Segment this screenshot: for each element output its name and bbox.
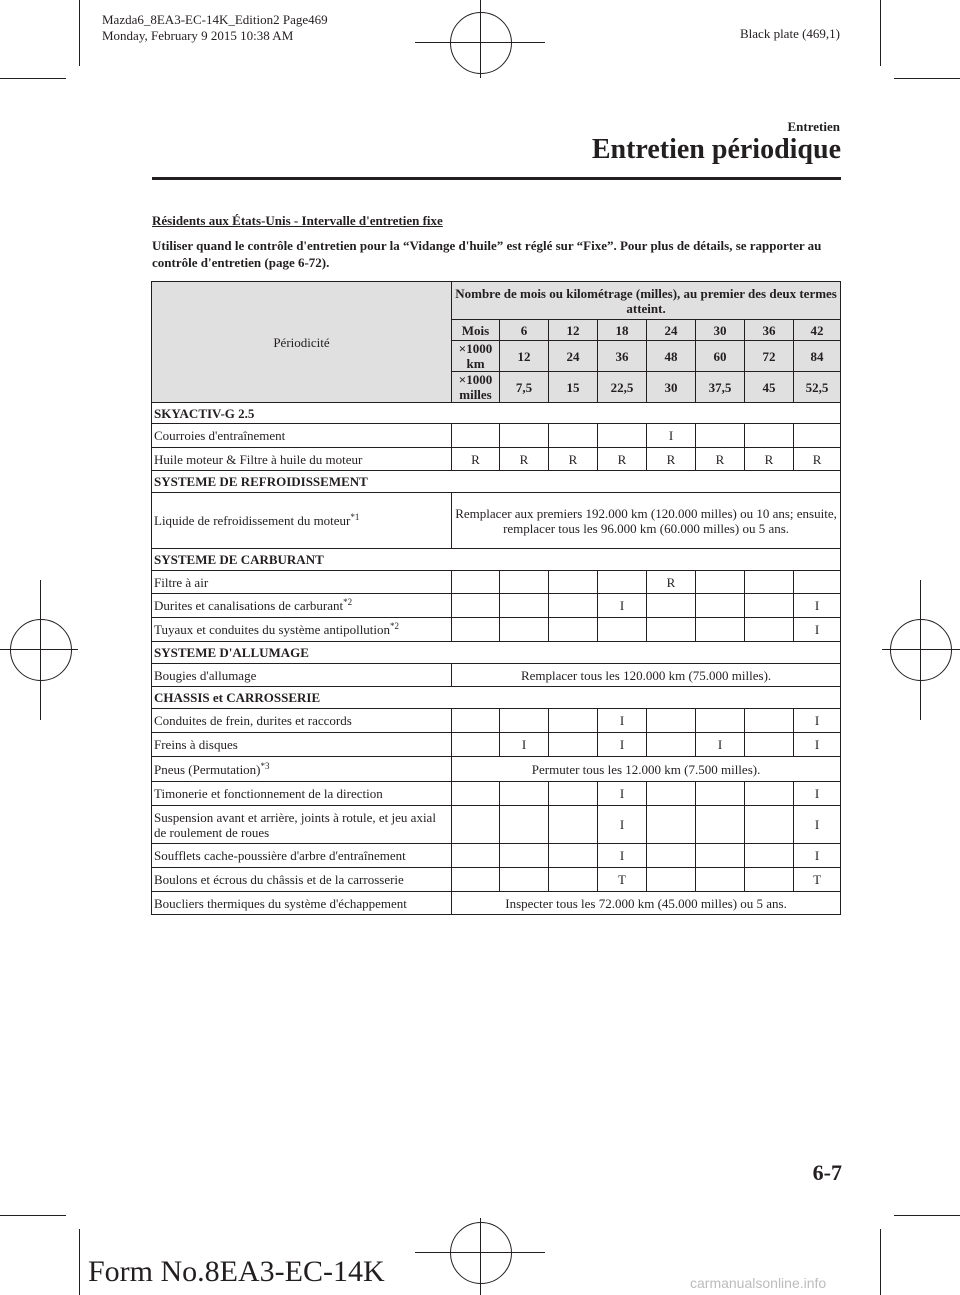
table-row [152, 594, 841, 618]
section-row [152, 687, 841, 709]
interval-cell [647, 806, 696, 844]
hdr-value: 30 [647, 372, 696, 403]
hdr-value: 72 [745, 341, 794, 372]
hdr-value: 84 [794, 341, 841, 372]
interval-cell [647, 868, 696, 892]
interval-cell [452, 571, 500, 594]
periodicite-cell: Périodicité [152, 282, 452, 403]
interval-cell [549, 868, 598, 892]
interval-cell: I [647, 424, 696, 448]
item-name [152, 493, 452, 549]
section-row [152, 642, 841, 664]
interval-cell [598, 571, 647, 594]
interval-cell [598, 618, 647, 642]
section-row [152, 549, 841, 571]
interval-cell: R [500, 448, 549, 471]
item-name: Boucliers thermiques du système d'échappement [152, 892, 452, 915]
table-row [152, 493, 841, 549]
interval-cell [647, 709, 696, 733]
footnote-ref: *3 [260, 760, 270, 771]
interval-cell [598, 424, 647, 448]
interval-cell [549, 806, 598, 844]
engine-row [152, 403, 841, 424]
hdr-value: 37,5 [696, 372, 745, 403]
interval-cell: I [598, 782, 647, 806]
interval-cell: I [598, 733, 647, 757]
interval-cell: R [794, 448, 841, 471]
registration-mark [0, 649, 78, 650]
hdr-value: 15 [549, 372, 598, 403]
interval-cell: I [598, 594, 647, 618]
interval-cell [452, 844, 500, 868]
section-row [152, 471, 841, 493]
hdr-value: 12 [500, 341, 549, 372]
section-label: Entretien [787, 119, 840, 134]
interval-cell [500, 709, 549, 733]
interval-heading: Nombre de mois ou kilométrage (milles), au premier des deux termes atteint. [452, 282, 841, 320]
interval-cell [500, 782, 549, 806]
interval-cell: I [794, 806, 841, 844]
table-row [152, 448, 841, 471]
intro-paragraph: Utiliser quand le contrôle d'entretien pour la “Vidange d'huile” est réglé sur “Fixe”. Pour plus de détails, se rapporter au contrôle d'entretien (page 6-72). [152, 238, 822, 270]
footnote-ref: *1 [350, 512, 360, 522]
file-line: Mazda6_8EA3-EC-14K_Edition2 Page469 [102, 12, 328, 27]
hdr-value: 42 [794, 320, 841, 341]
crop-mark [79, 1229, 80, 1295]
crop-mark [880, 0, 881, 66]
title-rule [152, 177, 841, 180]
interval-cell [647, 844, 696, 868]
interval-cell: R [745, 448, 794, 471]
interval-cell [696, 868, 745, 892]
item-name [152, 594, 452, 618]
interval-cell [745, 782, 794, 806]
item-name: Boulons et écrous du châssis et de la carrosserie [152, 868, 452, 892]
interval-cell: I [598, 709, 647, 733]
interval-cell [549, 844, 598, 868]
table-heading: Résidents aux États-Unis - Intervalle d'entretien fixe [152, 213, 443, 228]
hdr-value: 7,5 [500, 372, 549, 403]
interval-cell [549, 594, 598, 618]
interval-cell: I [500, 733, 549, 757]
item-name: Freins à disques [152, 733, 452, 757]
item-name: Bougies d'allumage [152, 664, 452, 687]
interval-cell [452, 709, 500, 733]
interval-cell [745, 868, 794, 892]
item-name: Courroies d'entraînement [152, 424, 452, 448]
registration-mark [920, 580, 921, 720]
footnote-ref: *2 [343, 597, 353, 607]
interval-cell [452, 806, 500, 844]
interval-cell [549, 733, 598, 757]
table-row [152, 806, 841, 844]
interval-cell: R [549, 448, 598, 471]
interval-cell: I [696, 733, 745, 757]
interval-cell [696, 782, 745, 806]
interval-cell: T [598, 868, 647, 892]
hdr-value: 12 [549, 320, 598, 341]
table-row [152, 892, 841, 915]
registration-mark [450, 1222, 512, 1284]
hdr-value: 6 [500, 320, 549, 341]
interval-cell [452, 424, 500, 448]
interval-cell [745, 733, 794, 757]
plate-label: Black plate (469,1) [740, 26, 840, 41]
interval-cell: I [598, 806, 647, 844]
item-name: Timonerie et fonctionnement de la direction [152, 782, 452, 806]
interval-cell [794, 424, 841, 448]
interval-cell: I [598, 844, 647, 868]
interval-cell [696, 571, 745, 594]
interval-cell: R [598, 448, 647, 471]
page-number: 6-7 [812, 1160, 842, 1185]
interval-cell [549, 782, 598, 806]
interval-cell [452, 618, 500, 642]
section-label: CHASSIS et CARROSSERIE [152, 687, 841, 709]
hdr-value: 36 [598, 341, 647, 372]
maintenance-table [151, 281, 841, 915]
interval-cell [647, 594, 696, 618]
hdr-value: 48 [647, 341, 696, 372]
interval-cell: I [794, 618, 841, 642]
hdr-value: 45 [745, 372, 794, 403]
interval-cell [452, 868, 500, 892]
registration-mark [890, 619, 952, 681]
interval-cell: I [794, 782, 841, 806]
interval-cell: R [452, 448, 500, 471]
interval-cell: I [794, 709, 841, 733]
interval-cell [745, 571, 794, 594]
table-row [152, 571, 841, 594]
hdr-label: ×1000 km [452, 341, 500, 372]
section-label: SYSTEME DE REFROIDISSEMENT [152, 471, 841, 493]
interval-text: Remplacer aux premiers 192.000 km (120.000 milles) ou 10 ans; ensuite, remplacer tous les 96.000 km (60.000 milles) ou 5 ans. [452, 493, 841, 549]
interval-cell [452, 733, 500, 757]
interval-cell [549, 571, 598, 594]
interval-cell [500, 424, 549, 448]
print-job-header [102, 12, 328, 44]
table-row [152, 733, 841, 757]
crop-mark [0, 1215, 66, 1216]
item-name [152, 757, 452, 782]
date-line: Monday, February 9 2015 10:38 AM [102, 28, 294, 43]
interval-cell [745, 844, 794, 868]
footnote-ref: *2 [390, 621, 400, 631]
interval-cell [549, 424, 598, 448]
crop-mark [894, 1215, 960, 1216]
hdr-value: 18 [598, 320, 647, 341]
hdr-value: 24 [549, 341, 598, 372]
interval-cell [696, 844, 745, 868]
item-name: Soufflets cache-poussière d'arbre d'entraînement [152, 844, 452, 868]
item-name: Filtre à air [152, 571, 452, 594]
interval-cell [745, 618, 794, 642]
interval-cell [745, 594, 794, 618]
interval-cell [696, 594, 745, 618]
interval-cell: I [794, 733, 841, 757]
interval-cell [696, 618, 745, 642]
interval-text: Permuter tous les 12.000 km (7.500 milles). [452, 757, 841, 782]
table-row [152, 618, 841, 642]
item-label: Pneus (Permutation) [154, 761, 261, 777]
hdr-label: ×1000 milles [452, 372, 500, 403]
interval-cell: T [794, 868, 841, 892]
interval-cell [500, 844, 549, 868]
interval-cell [696, 709, 745, 733]
table-row [152, 844, 841, 868]
table-row [152, 868, 841, 892]
interval-cell [500, 571, 549, 594]
item-label: Durites et canalisations de carburant [154, 598, 344, 613]
table-row [152, 709, 841, 733]
interval-cell [500, 618, 549, 642]
interval-cell [500, 806, 549, 844]
watermark: carmanualsonline.info [690, 1275, 827, 1291]
registration-mark [882, 649, 960, 650]
item-name: Huile moteur & Filtre à huile du moteur [152, 448, 452, 471]
item-name [152, 618, 452, 642]
interval-cell [794, 571, 841, 594]
hdr-value: 60 [696, 341, 745, 372]
hdr-value: 30 [696, 320, 745, 341]
hdr-value: 36 [745, 320, 794, 341]
hdr-value: 52,5 [794, 372, 841, 403]
hdr-value: 22,5 [598, 372, 647, 403]
table-row [152, 424, 841, 448]
registration-mark [480, 1218, 481, 1295]
registration-mark [40, 580, 41, 720]
interval-cell [696, 424, 745, 448]
interval-cell [549, 618, 598, 642]
crop-mark [79, 0, 80, 66]
crop-mark [894, 78, 960, 79]
page-title: Entretien périodique [591, 134, 841, 165]
interval-cell [549, 709, 598, 733]
registration-mark [10, 619, 72, 681]
table-row [152, 757, 841, 782]
interval-cell [452, 782, 500, 806]
interval-cell [452, 594, 500, 618]
registration-mark [450, 12, 512, 74]
form-number: Form No.8EA3-EC-14K [88, 1255, 385, 1288]
hdr-value: 24 [647, 320, 696, 341]
interval-cell [500, 868, 549, 892]
interval-cell: R [647, 448, 696, 471]
hdr-label: Mois [452, 320, 500, 341]
item-label: Liquide de refroidissement du moteur [154, 513, 351, 528]
interval-text: Remplacer tous les 120.000 km (75.000 milles). [452, 664, 841, 687]
item-name: Conduites de frein, durites et raccords [152, 709, 452, 733]
table-row [152, 782, 841, 806]
interval-cell [647, 618, 696, 642]
crop-mark [0, 78, 66, 79]
interval-cell [647, 733, 696, 757]
interval-cell [745, 709, 794, 733]
registration-mark [480, 0, 481, 78]
item-name: Suspension avant et arrière, joints à rotule, et jeu axial de roulement de roues [152, 806, 452, 844]
interval-cell [696, 806, 745, 844]
interval-cell: I [794, 594, 841, 618]
item-label: Tuyaux et conduites du système antipollution [154, 622, 391, 637]
interval-cell: I [794, 844, 841, 868]
interval-cell: R [647, 571, 696, 594]
section-label: SYSTEME DE CARBURANT [152, 549, 841, 571]
interval-cell [745, 424, 794, 448]
interval-cell: R [696, 448, 745, 471]
crop-mark [880, 1229, 881, 1295]
interval-cell [745, 806, 794, 844]
table-row [152, 664, 841, 687]
table-header-row [152, 282, 841, 320]
section-label: SYSTEME D'ALLUMAGE [152, 642, 841, 664]
interval-cell [500, 594, 549, 618]
interval-cell [647, 782, 696, 806]
engine-label: SKYACTIV-G 2.5 [152, 403, 841, 424]
interval-text: Inspecter tous les 72.000 km (45.000 milles) ou 5 ans. [452, 892, 841, 915]
